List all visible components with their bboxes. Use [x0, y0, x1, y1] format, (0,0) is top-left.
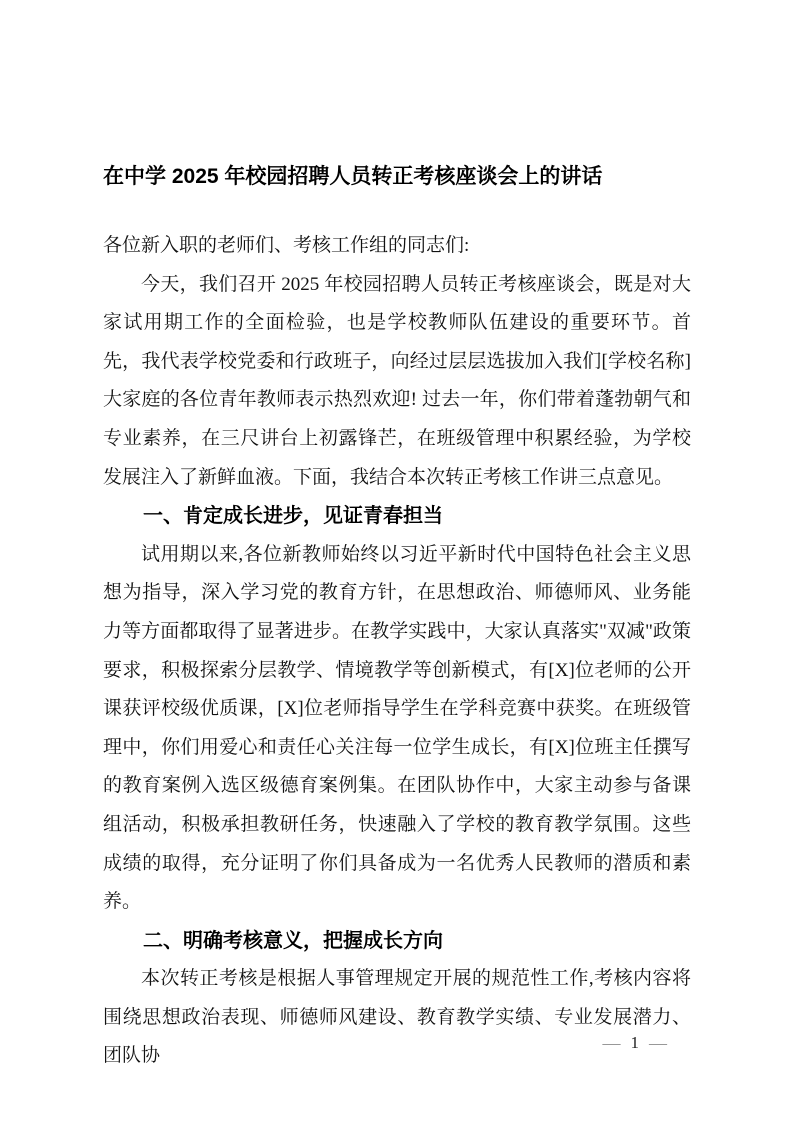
opening-paragraph: 今天，我们召开 2025 年校园招聘人员转正考核座谈会，既是对大家试用期工作的全面检验，也是学校教师队伍建设的重要环节。首先，我代表学校党委和行政班子，向经过层层选拔加入我们[学校名称]大家庭的各位青年教师表示热烈欢迎! 过去一年，你们带着蓬勃朝气和专业素养，在三尺讲台上初露锋芒，在班级管理中积累经验，为学校发展注入了新鲜血液。下面，我结合本次转正考核工作讲三点意见。 [103, 273, 691, 488]
section-1-heading: 一、肯定成长进步，见证青春担当 [143, 505, 443, 528]
section-2-paragraph: 本次转正考核是根据人事管理规定开展的规范性工作,考核内容将围绕思想政治表现、师德师风建设、教育教学实绩、专业发展潜力、团队协 [103, 968, 691, 1067]
salutation-line: 各位新入职的老师们、考核工作组的同志们: [103, 235, 470, 256]
page-footer [603, 1031, 668, 1055]
page-number: 1 [630, 1033, 639, 1052]
section-1-paragraph: 试用期以来,各位新教师始终以习近平新时代中国特色社会主义思想为指导，深入学习党的教育方针，在思想政治、师德师风、业务能力等方面都取得了显著进步。在教学实践中，大家认真落实"双减"政策要求，积极探索分层教学、情境教学等创新模式，有[X]位老师的公开课获评校级优质课，[X]位老师指导学生在学科竞赛中获奖。在班级管理中，你们用爱心和责任心关注每一位学生成长，有[X]位班主任撰写的教育案例入选区级德育案例集。在团队协作中，大家主动参与备课组活动，积极承担教研任务，快速融入了学校的教育教学氛围。这些成绩的取得，充分证明了你们具备成为一名优秀人民教师的潜质和素养。 [103, 543, 691, 913]
document-content [103, 163, 691, 1076]
section-2-heading: 二、明确考核意义，把握成长方向 [143, 929, 443, 952]
document-title: 在中学 2025 年校园招聘人员转正考核座谈会上的讲话 [103, 165, 603, 188]
footer-dash-right: — [649, 1033, 667, 1053]
footer-dash-left: — [602, 1033, 621, 1053]
